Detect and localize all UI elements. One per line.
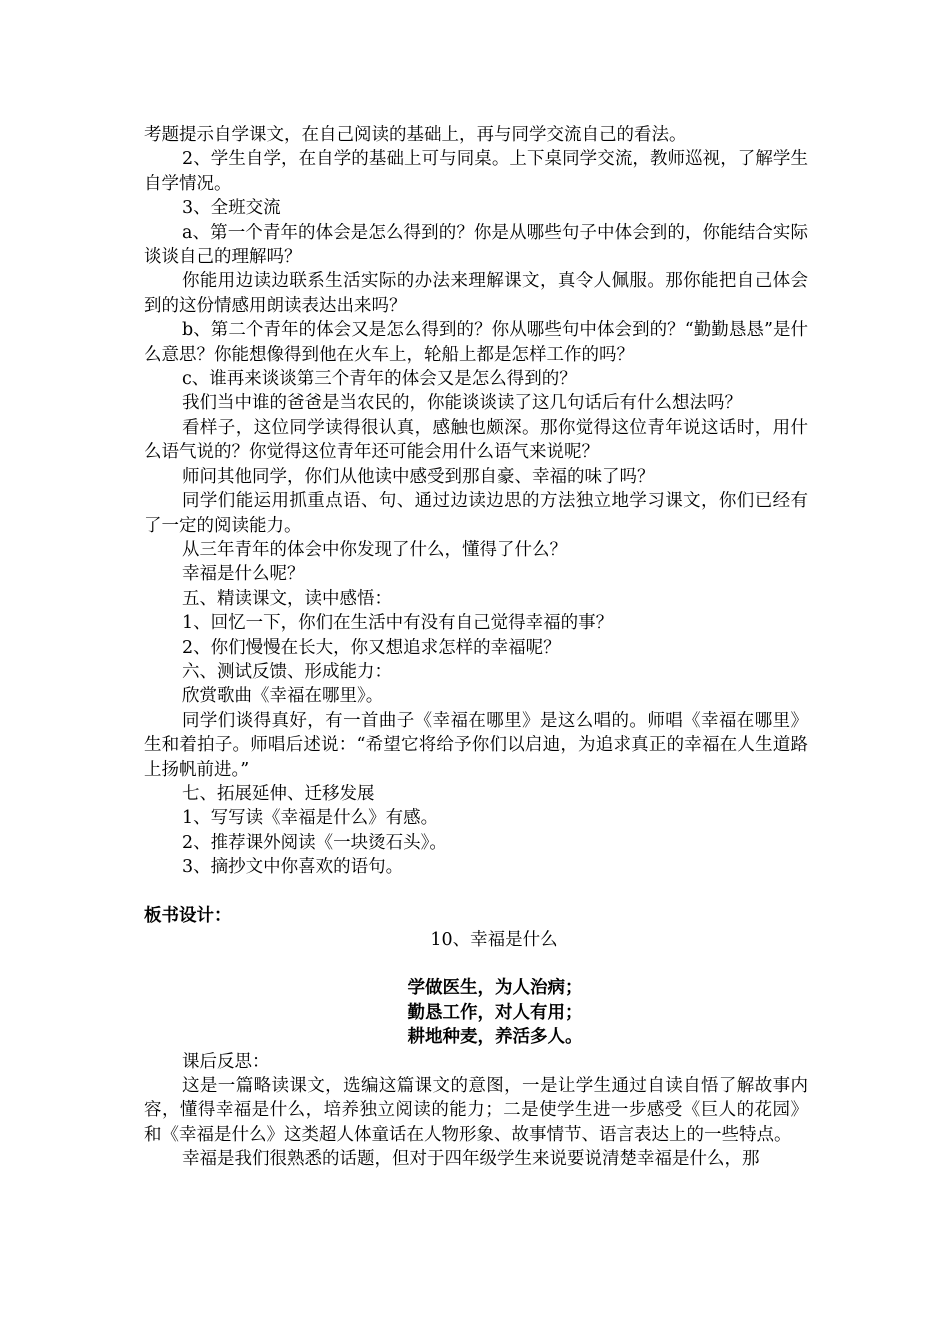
paragraph: 师问其他同学，你们从他读中感受到那自豪、幸福的味了吗？: [182, 466, 655, 487]
lesson-body: [144, 123, 808, 880]
paragraph: 2、你们慢慢在长大，你又想追求怎样的幸福呢？: [182, 637, 561, 658]
document-page: [144, 123, 808, 1172]
paragraph: 2、学生自学，在自学的基础上可与同桌。上下桌同学交流，教师巡视，了解学生自学情况。: [144, 149, 808, 194]
board-line: 耕地种麦，养活多人。: [407, 1027, 583, 1048]
paragraph: c、谁再来谈谈第三个青年的体会又是怎么得到的？: [182, 369, 577, 390]
paragraph: 看样子，这位同学读得很认真，感触也颇深。那你觉得这位青年说这话时，用什么语气说的？你觉得这位青年还可能会用什么语气来说呢？: [144, 417, 808, 463]
paragraph: 幸福是我们很熟悉的话题，但对于四年级学生来说要说清楚幸福是什么，那: [182, 1149, 760, 1170]
paragraph: 这是一篇略读课文，选编这篇课文的意图，一是让学生通过自读自悟了解故事内容，懂得幸福是什么，培养独立阅读的能力；二是使学生进一步感受《巨人的花园》和《幸福是什么》这类超人体童话在人物形象、故事情节、语言表达上的一些特点。: [144, 1076, 808, 1145]
paragraph: 幸福是什么呢？: [182, 564, 305, 585]
board-title: 10、幸福是什么: [430, 930, 558, 950]
paragraph: 课后反思：: [182, 1051, 270, 1072]
paragraph: b、第二个青年的体会又是怎么得到的？你从哪些句中体会到的？“勤勤恳恳”是什么意思？你能想像得到他在火车上，轮船上都是怎样工作的吗？: [144, 320, 808, 365]
paragraph: 同学们能运用抓重点语、句、通过边读边思的方法独立地学习课文，你们已经有了一定的阅读能力。: [144, 491, 808, 536]
paragraph: 3、摘抄文中你喜欢的语句。: [182, 857, 404, 878]
board-gap: [144, 952, 808, 976]
paragraph: 欣赏歌曲《幸福在哪里》。: [182, 686, 384, 707]
paragraph: 3、全班交流: [182, 198, 281, 219]
paragraph: 我们当中谁的爸爸是当农民的，你能谈谈读了这几句话后有什么想法吗？: [182, 393, 742, 414]
paragraph: 1、写写读《幸福是什么》有感。: [182, 808, 439, 829]
board-line: 勤恳工作，对人有用；: [407, 1002, 583, 1023]
paragraph: 你能用边读边联系生活实际的办法来理解课文，真令人佩服。那你能把自己体会到的这份情感用朗读表达出来吗？: [144, 271, 808, 316]
paragraph: 七、拓展延伸、迁移发展: [182, 783, 375, 804]
paragraph: 同学们谈得真好，有一首曲子《幸福在哪里》是这么唱的。师唱《幸福在哪里》生和着拍子。师唱后述说：“希望它将给予你们以启迪，为追求真正的幸福在人生道路上扬帆前进。”: [144, 710, 808, 780]
paragraph: 六、测试反馈、形成能力：: [182, 661, 392, 682]
section-gap: [144, 880, 808, 904]
board-design-heading: 板书设计：: [144, 905, 232, 926]
paragraph: 考题提示自学课文，在自己阅读的基础上，再与同学交流自己的看法。: [144, 125, 687, 145]
paragraph: 1、回忆一下，你们在生活中有没有自己觉得幸福的事？: [182, 613, 614, 634]
paragraph: a、第一个青年的体会是怎么得到的？你是从哪些句子中体会到的，你能结合实际谈谈自己的理解吗？: [144, 222, 808, 268]
paragraph: 2、推荐课外阅读《一块烫石头》。: [182, 832, 447, 853]
paragraph: 从三年青年的体会中你发现了什么，懂得了什么？: [182, 539, 567, 560]
board-line: 学做医生，为人治病；: [407, 978, 583, 999]
paragraph: 五、精读课文，读中感悟：: [182, 588, 392, 609]
reflection-body: [144, 1050, 808, 1172]
